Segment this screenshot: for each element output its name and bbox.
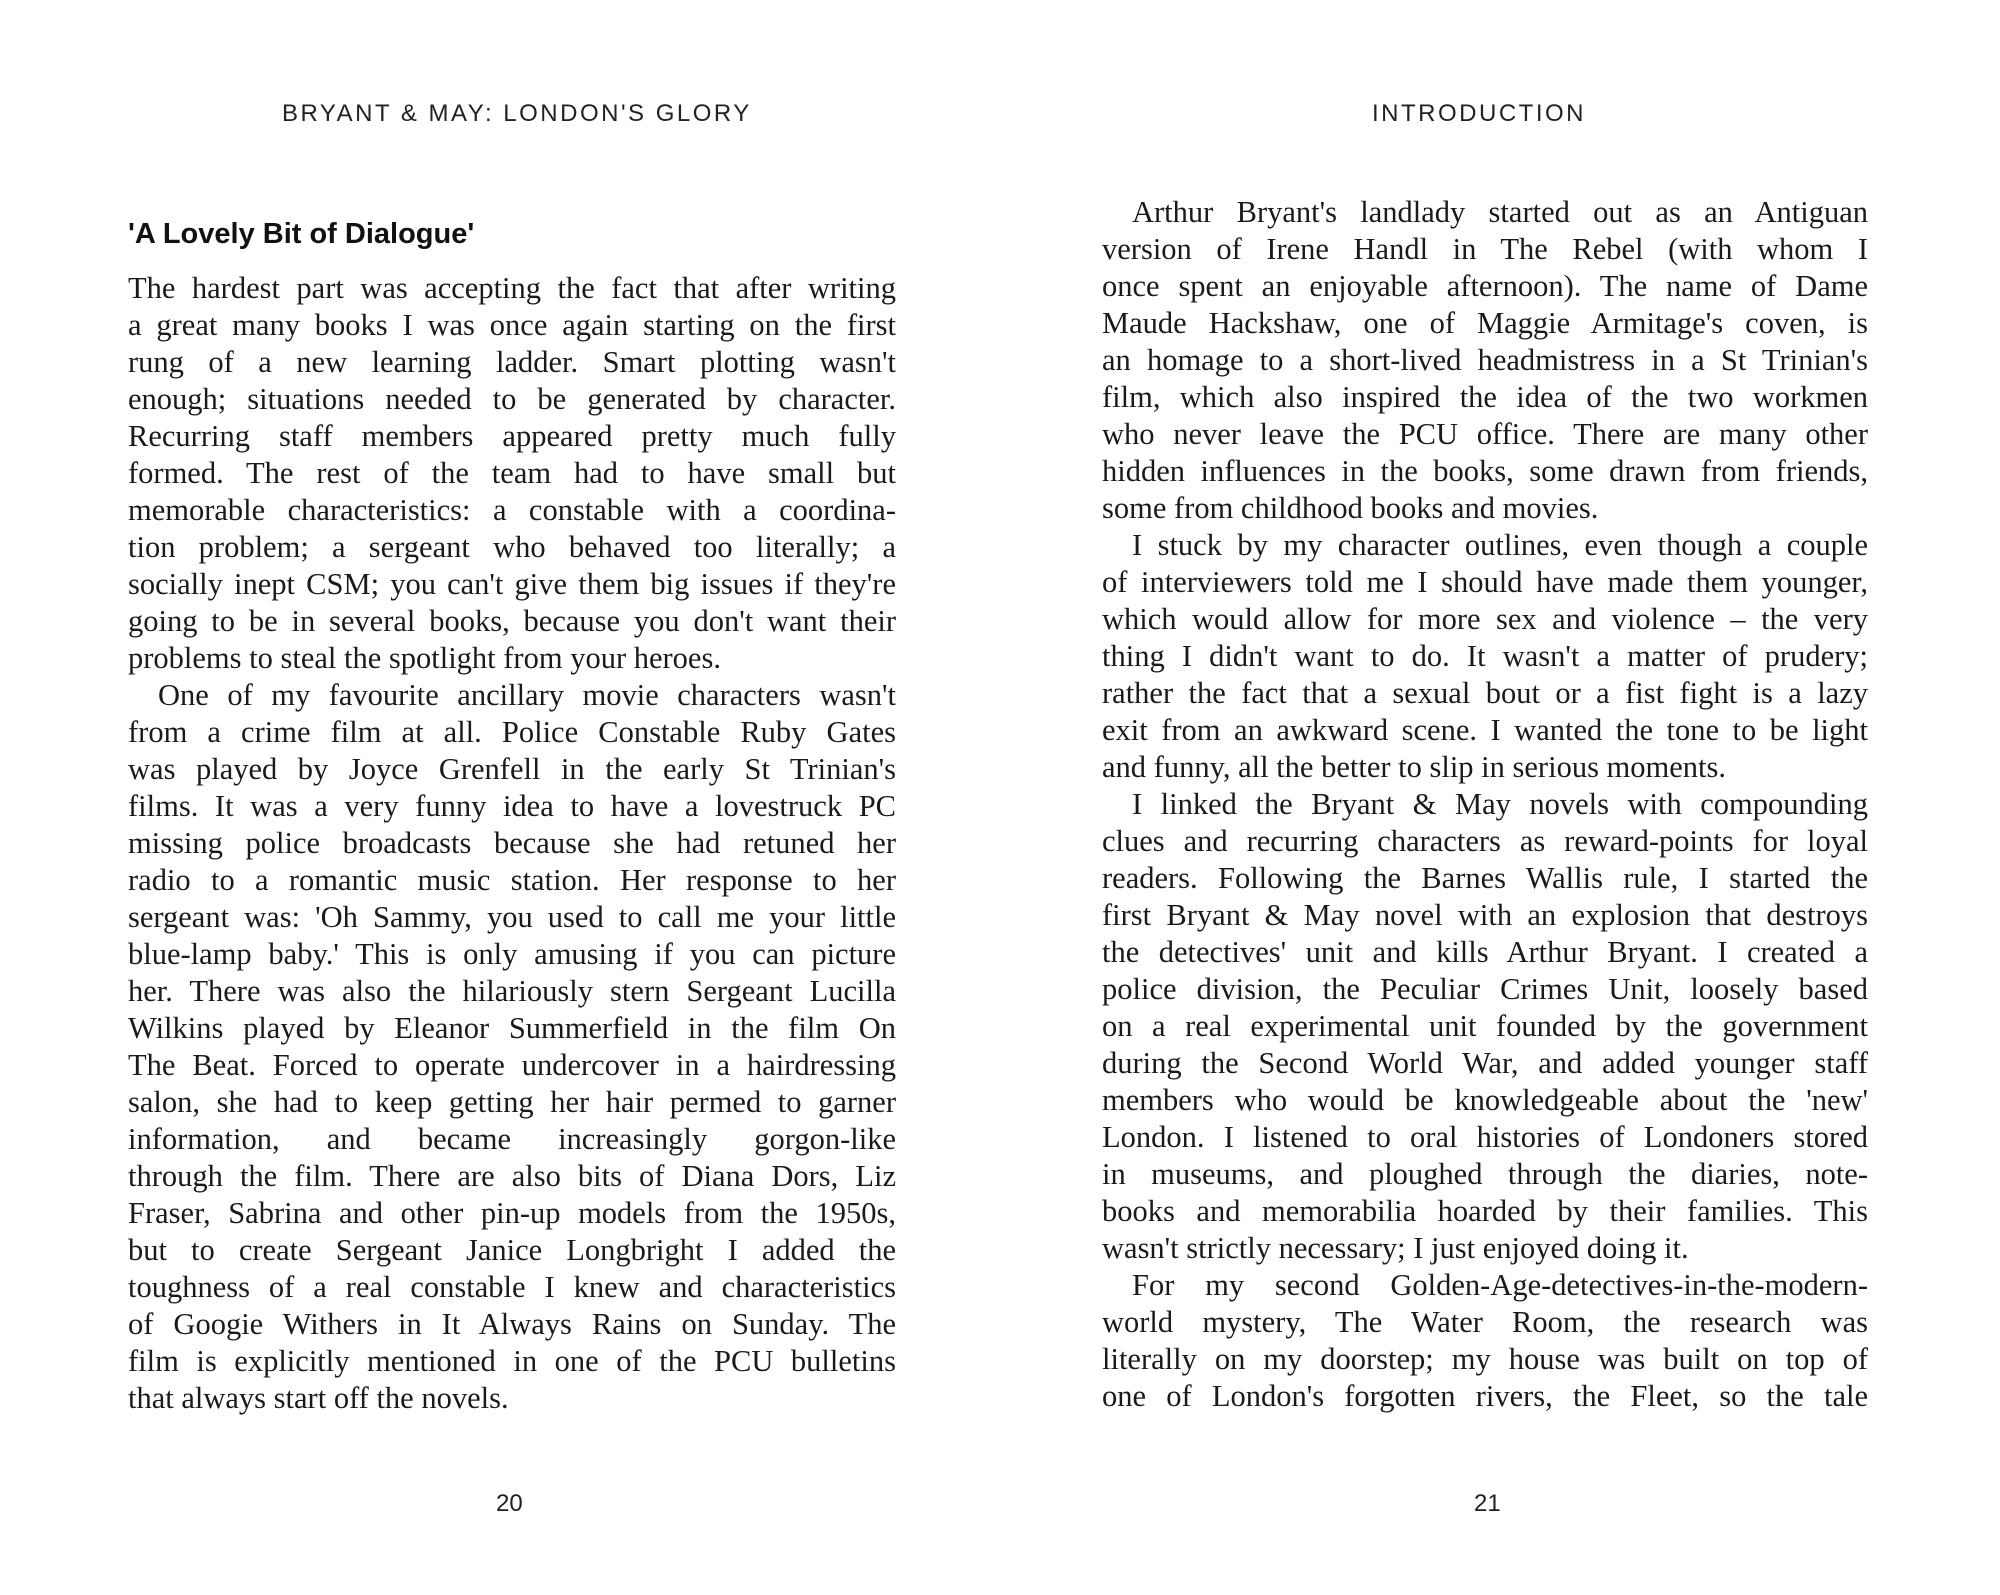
text-line: enough; situations needed to be generated by character. — [128, 382, 896, 416]
text-line: and funny, all the better to slip in serious moments. — [1102, 750, 1727, 784]
text-line: that always start off the novels. — [128, 1381, 509, 1415]
text-line: of Googie Withers in It Always Rains on Sunday. The — [128, 1307, 896, 1341]
text-line: members who would be knowledgeable about the 'new' — [1102, 1083, 1868, 1117]
text-line: which would allow for more sex and violence – the very — [1102, 602, 1868, 636]
text-line: Maude Hackshaw, one of Maggie Armitage's coven, is — [1102, 306, 1868, 340]
section-heading: 'A Lovely Bit of Dialogue' — [128, 218, 475, 250]
text-line: from a crime film at all. Police Constable Ruby Gates — [128, 715, 896, 749]
text-line: but to create Sergeant Janice Longbright I added the — [128, 1233, 896, 1267]
text-line: I linked the Bryant & May novels with compounding — [1132, 787, 1868, 821]
text-line: radio to a romantic music station. Her response to her — [128, 863, 896, 897]
text-line: an homage to a short-lived headmistress in a St Trinian's — [1102, 343, 1868, 377]
text-line: one of London's forgotten rivers, the Fleet, so the tale — [1102, 1379, 1868, 1413]
text-line: information, and became increasingly gorgon-like — [128, 1122, 896, 1156]
body-text — [1102, 194, 1868, 1415]
text-line: Recurring staff members appeared pretty much fully — [128, 419, 896, 453]
text-line: version of Irene Handl in The Rebel (with whom I — [1102, 232, 1868, 266]
text-line: socially inept CSM; you can't give them big issues if they're — [128, 567, 896, 601]
text-line: through the film. There are also bits of Diana Dors, Liz — [128, 1159, 896, 1193]
text-line: in museums, and ploughed through the diaries, note- — [1102, 1157, 1868, 1191]
text-line: blue-lamp baby.' This is only amusing if you can picture — [128, 937, 896, 971]
text-line: rather the fact that a sexual bout or a fist fight is a lazy — [1102, 676, 1868, 710]
text-line: once spent an enjoyable afternoon). The name of Dame — [1102, 269, 1868, 303]
text-line: sergeant was: 'Oh Sammy, you used to call me your little — [128, 900, 896, 934]
text-line: her. There was also the hilariously stern Sergeant Lucilla — [128, 974, 896, 1008]
text-line: I stuck by my character outlines, even though a couple — [1132, 528, 1868, 562]
page-number: 20 — [496, 1490, 523, 1517]
page-number: 21 — [1474, 1490, 1501, 1517]
text-line: The hardest part was accepting the fact that after writing — [128, 271, 896, 305]
text-line: first Bryant & May novel with an explosion that destroys — [1102, 898, 1868, 932]
text-line: salon, she had to keep getting her hair permed to garner — [128, 1085, 896, 1119]
text-line: exit from an awkward scene. I wanted the tone to be light — [1102, 713, 1868, 747]
running-head: INTRODUCTION — [1372, 100, 1586, 127]
text-line: Wilkins played by Eleanor Summerfield in the film On — [128, 1011, 896, 1045]
text-line: problems to steal the spotlight from your heroes. — [128, 641, 721, 675]
text-line: tion problem; a sergeant who behaved too literally; a — [128, 530, 896, 564]
text-line: London. I listened to oral histories of Londoners stored — [1102, 1120, 1868, 1154]
text-line: on a real experimental unit founded by the government — [1102, 1009, 1868, 1043]
running-head: BRYANT & MAY: LONDON'S GLORY — [282, 100, 752, 127]
text-line: toughness of a real constable I knew and characteristics — [128, 1270, 896, 1304]
text-line: clues and recurring characters as reward-points for loyal — [1102, 824, 1868, 858]
text-line: hidden influences in the books, some drawn from friends, — [1102, 454, 1868, 488]
text-line: film is explicitly mentioned in one of the PCU bulletins — [128, 1344, 896, 1378]
text-line: thing I didn't want to do. It wasn't a matter of prudery; — [1102, 639, 1868, 673]
text-line: One of my favourite ancillary movie characters wasn't — [158, 678, 896, 712]
text-line: literally on my doorstep; my house was built on top of — [1102, 1342, 1868, 1376]
text-line: readers. Following the Barnes Wallis rule, I started the — [1102, 861, 1868, 895]
text-line: of interviewers told me I should have made them younger, — [1102, 565, 1868, 599]
text-line: world mystery, The Water Room, the research was — [1102, 1305, 1868, 1339]
text-line: Arthur Bryant's landlady started out as an Antiguan — [1132, 195, 1868, 229]
text-line: rung of a new learning ladder. Smart plotting wasn't — [128, 345, 896, 379]
text-line: For my second Golden-Age-detectives-in-the-modern- — [1132, 1268, 1868, 1302]
text-line: a great many books I was once again starting on the first — [128, 308, 896, 342]
body-text — [128, 212, 896, 1417]
text-line: going to be in several books, because you don't want their — [128, 604, 896, 638]
text-line: who never leave the PCU office. There are many other — [1102, 417, 1868, 451]
text-line: The Beat. Forced to operate undercover in a hairdressing — [128, 1048, 896, 1082]
text-line: police division, the Peculiar Crimes Unit, loosely based — [1102, 972, 1868, 1006]
text-line: formed. The rest of the team had to have small but — [128, 456, 896, 490]
text-line: missing police broadcasts because she had retuned her — [128, 826, 896, 860]
text-line: wasn't strictly necessary; I just enjoyed doing it. — [1102, 1231, 1689, 1265]
text-line: the detectives' unit and kills Arthur Bryant. I created a — [1102, 935, 1868, 969]
text-line: memorable characteristics: a constable with a coordina- — [128, 493, 896, 527]
text-line: films. It was a very funny idea to have a lovestruck PC — [128, 789, 896, 823]
text-line: during the Second World War, and added younger staff — [1102, 1046, 1868, 1080]
text-line: books and memorabilia hoarded by their families. This — [1102, 1194, 1868, 1228]
text-line: some from childhood books and movies. — [1102, 491, 1599, 525]
right-page — [1000, 0, 2000, 1595]
text-line: film, which also inspired the idea of the two workmen — [1102, 380, 1868, 414]
text-line: was played by Joyce Grenfell in the early St Trinian's — [128, 752, 896, 786]
text-line: Fraser, Sabrina and other pin-up models from the 1950s, — [128, 1196, 896, 1230]
